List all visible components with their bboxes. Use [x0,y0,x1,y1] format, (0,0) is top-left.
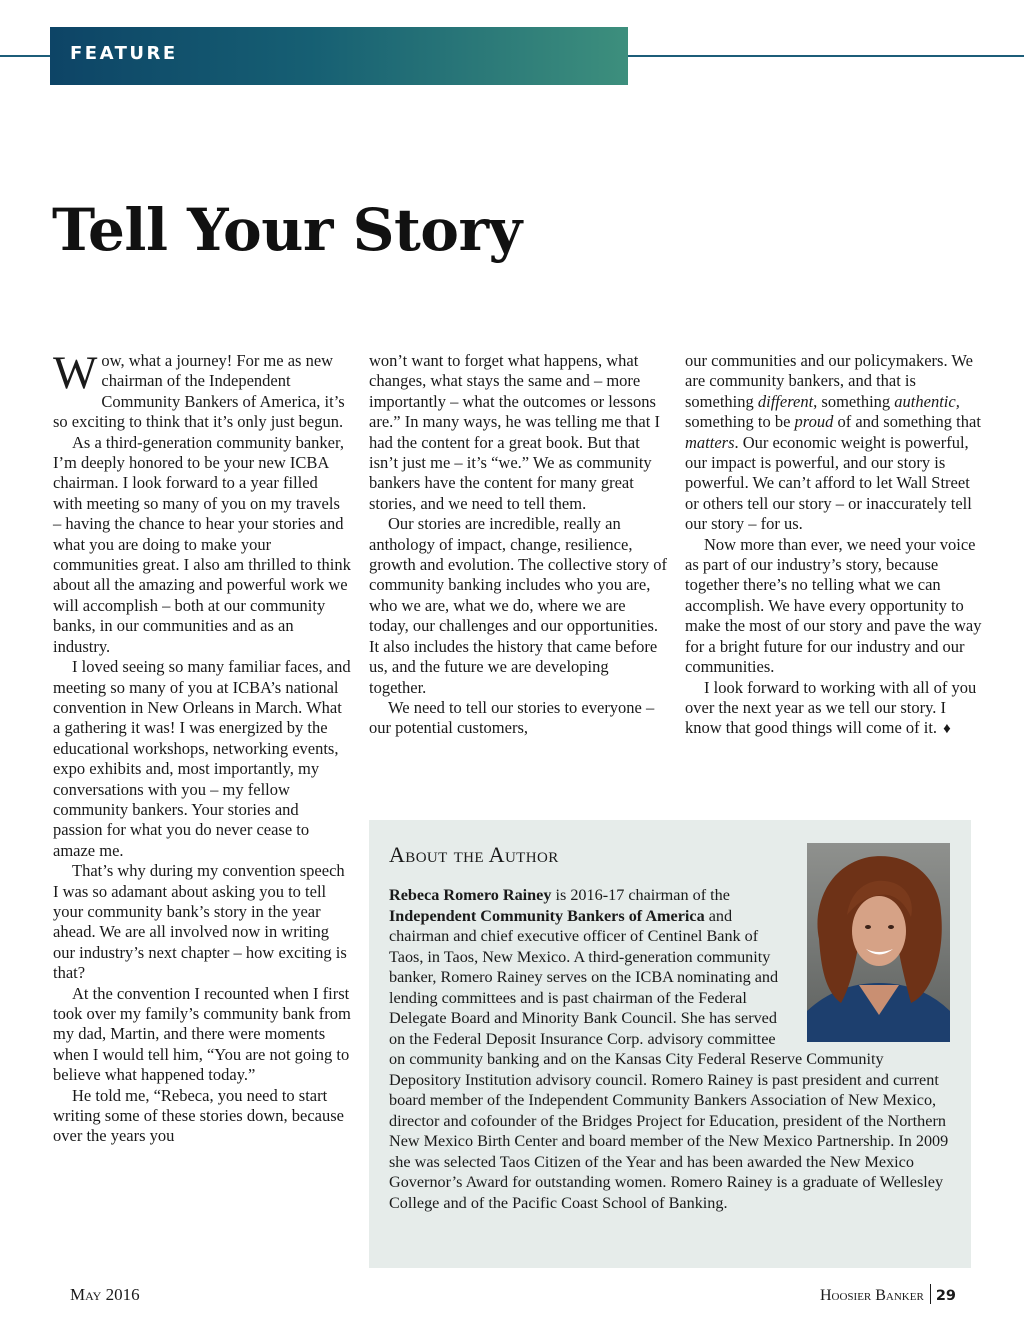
paragraph-text: our communities and our policymakers. We are community bankers, and that is something [685,351,973,411]
paragraph-text: of and something that [837,412,981,432]
emphasis-text: proud [794,412,834,432]
article-paragraph: At the convention I recounted when I first took over my family’s community bank from my dad, Martin, and there were moments when I would tell him, “You are not going to believe what happened today.” [53,983,351,1085]
author-name: Rebeca Romero Rainey [389,886,552,904]
bio-text: is 2016-17 chairman of the [555,886,730,904]
article-paragraph: That’s why during my convention speech I was so adamant about asking you to tell your community bank’s story in the year ahead. We are all involved now in writing our industry’s next chapter – how exciting is that? [53,861,347,983]
article-column-3 [685,351,985,740]
emphasis-text: authentic, [894,391,960,411]
article-paragraph [685,678,985,740]
organization-name: Independent Community Bankers of America [389,906,705,925]
article-paragraph: Our stories are incredible, really an anthology of impact, change, resilience, growth and evolution. The collective story of community banking includes who you are, who we are, what we do, where we are today, our challenges and our opportunities. It also includes the history that came before us, and the future we are developing together. [369,514,667,697]
article-paragraph: won’t want to forget what happens, what changes, what stays the same and – more importantly – what the outcomes or lessons are.” In many ways, he was telling me that I had the content for a great book. But that isn’t just me – it’s “we.” We as community bankers have the content for many great stories, and we need to tell them. [369,351,660,513]
page-number: 29 [935,1288,956,1304]
bio-paragraph [389,885,955,1213]
paragraph-text: ow, what a journey! For me as new chairman of the Independent Community Bankers of America, it’s so exciting to think that it’s only just begun. [53,351,345,432]
paragraph-text: I look forward to working with all of you over the next year as we tell our story. I know that good things will come of it. [685,677,977,738]
bio-text: and chairman and chief executive officer of Centinel Bank of Taos, in Taos, New Mexico. A third-generation community banker, Romero Rainey serves on the ICBA nominating and lending committees and is past chairman of the Federal Delegate Board and Minority Bank Council. She has served on the Federal Deposit Insurance Corp. advisory committee on community banking and on the Kansas City Federal Reserve Community Depository Institution advisory council. Romero Rainey is past president and current board member of the Independent Community Bankers Association of New Mexico, director and cofounder of the Bridges Project for Education, president of the Northern New Mexico Birth Center and board member of the New Mexico Partnership. In 2009 she was selected Taos Citizen of the Year and has been awarded the New Mexico Governor’s Award for outstanding women. Romero Rainey is a graduate of Wellesley College and of the Pacific Coast School of Banking. [389,906,949,1212]
emphasis-text: different [757,391,814,411]
article-paragraph: I loved seeing so many familiar faces, and meeting so many of you at ICBA’s national convention in New Orleans in March. What a gathering it was! I was energized by the educational workshops, networking events, expo exhibits and, most importantly, my conversations with you – my fellow community bankers. Your stories and passion for what you do never cease to amaze me. [53,657,351,860]
about-author-title: About the Author [389,842,559,867]
article-paragraph [53,347,351,433]
article-paragraph [685,351,985,535]
about-author-bio [389,885,955,1213]
photo-spacer [795,885,955,1037]
paragraph-text: something to be [685,412,791,432]
article-paragraph: We need to tell our stories to everyone – our potential customers, [369,697,655,738]
end-of-article-icon: ♦ [943,721,951,738]
drop-cap: W [53,347,98,399]
publication-name: Hoosier Banker [819,1287,924,1304]
article-paragraph: Now more than ever, we need your voice as part of our industry’s story, because together there’s no telling what we can accomplish. We have every opportunity to make the most of our story and pave the way for a bright future for our industry and our communities. [685,534,982,677]
emphasis-text: matters [685,432,735,452]
article-paragraph: As a third-generation community banker, I’m deeply honored to be your new ICBA chairman. I look forward to a year filled with meeting so many of you on my travels – having the chance to hear your stories and what you are doing to make your communities great. I also am thrilled to think about all the amazing and powerful work we will accomplish – both at our community banks, in our communities and as an industry. [53,432,351,656]
article-paragraph: He told me, “Rebeca, you need to start writing some of these stories down, because over the years you [53,1085,344,1146]
article-column-2 [369,351,669,739]
footer-separator [930,1284,931,1304]
article-column-1 [53,347,351,1147]
article-title: Tell Your Story [52,196,522,264]
section-label: FEATURE [70,43,178,64]
paragraph-text: , something [813,391,891,411]
paragraph-text: . Our economic weight is powerful, our impact is powerful, and our story is powerful. We can’t afford to let Wall Street or others tell our story – or inaccurately tell our story – for us. [685,432,972,534]
footer-publication [820,1284,956,1307]
footer-date: May 2016 [70,1285,140,1304]
